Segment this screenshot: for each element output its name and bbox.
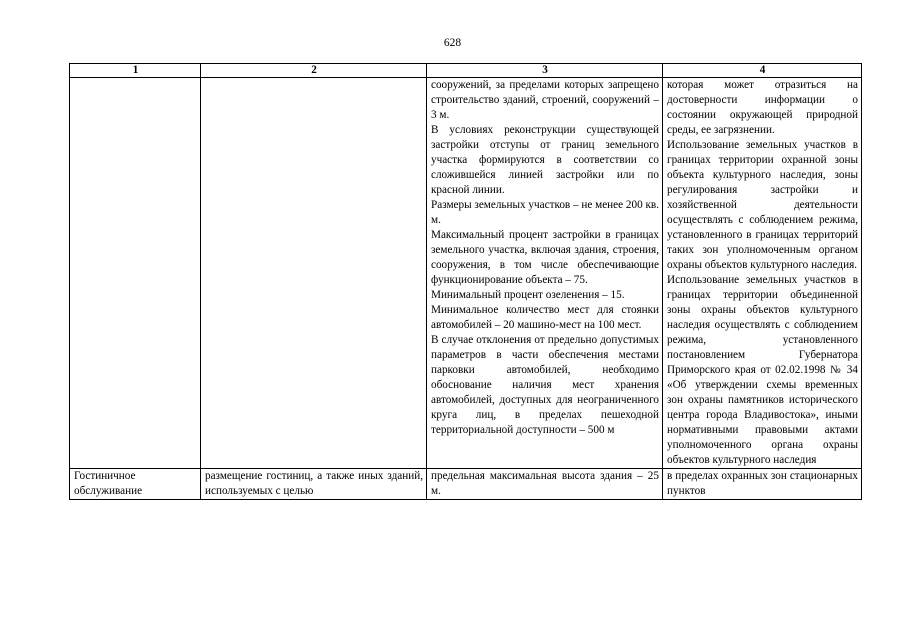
row2-col4-cell [663, 469, 862, 500]
row2-col4-text: в пределах охранных зон стационарных пунктов [667, 470, 858, 497]
row1-col4-paragraph: Использование земельных участков в границах территории объединенной зоны охраны объектов культурного наследия осуществлять с соблюдением режима, установленного постановлением Губернатора Приморского края от 02.02.1998 № 34 «Об утверждении схемы временных зон охраны памятников исторического центра города Владивостока», иными нормативными правовыми актами уполномоченного органа охраны объектов культурного наследия [667, 274, 858, 466]
row1-col3-paragraph: сооружений, за пределами которых запрещено строительство зданий, строений, сооружений – 3 м. [431, 79, 659, 121]
page-number: 628 [443, 37, 462, 49]
row1-col3-cell [427, 78, 663, 469]
table-row [70, 469, 862, 500]
row1-col3-paragraph: Минимальный процент озеленения – 15. [431, 289, 625, 301]
row2-col3-text: предельная максимальная высота здания – 25 м. [431, 470, 659, 497]
row1-col1-cell [70, 78, 201, 469]
header-col-1: 1 [70, 64, 201, 78]
row1-col4-paragraph: которая может отразиться на достоверности информации о состоянии окружающей природной среды, ее загрязнении. [667, 79, 858, 136]
table-header-row [70, 64, 862, 78]
header-col-3: 3 [427, 64, 663, 78]
row2-col2-text: размещение гостиниц, а также иных зданий, используемых с целью [205, 470, 423, 497]
row1-col3-paragraph: В условиях реконструкции существующей застройки отступы от границ земельного участка формируются в соответствии со сложившейся линией застройки или по красной линии. [431, 124, 659, 196]
regulations-table [69, 63, 862, 500]
row2-col2-cell [201, 469, 427, 500]
row1-col4-cell [663, 78, 862, 469]
row1-col2-cell [201, 78, 427, 469]
row2-col1-cell [70, 469, 201, 500]
row1-col3-paragraph: Размеры земельных участков – не менее 200 кв. м. [431, 199, 659, 226]
header-col-2: 2 [201, 64, 427, 78]
row1-col4-paragraph: Использование земельных участков в границах территории охранной зоны объекта культурного наследия, зоны регулирования застройки и хозяйственной деятельности осуществлять с соблюдением режима, установленного в границах территорий таких зон уполномоченным органом охраны объектов культурного наследия. [667, 139, 858, 271]
row2-col3-cell [427, 469, 663, 500]
row1-col3-paragraph: В случае отклонения от предельно допустимых параметров в части обеспечения местами парковки автомобилей, необходимо обоснование наличия мест хранения автомобилей, доступных для неограниченного круга лиц, в пределах пешеходной территориальной доступности – 500 м [431, 334, 659, 436]
row1-col3-paragraph: Максимальный процент застройки в границах земельного участка, включая здания, строения, сооружения, в том числе обеспечивающие функционирование объекта – 75. [431, 229, 659, 286]
table-row [70, 78, 862, 469]
row2-col1-text: Гостиничное обслуживание [74, 470, 143, 497]
row1-col3-paragraph: Минимальное количество мест для стоянки автомобилей – 20 машино-мест на 100 мест. [431, 304, 659, 331]
header-col-4: 4 [663, 64, 862, 78]
